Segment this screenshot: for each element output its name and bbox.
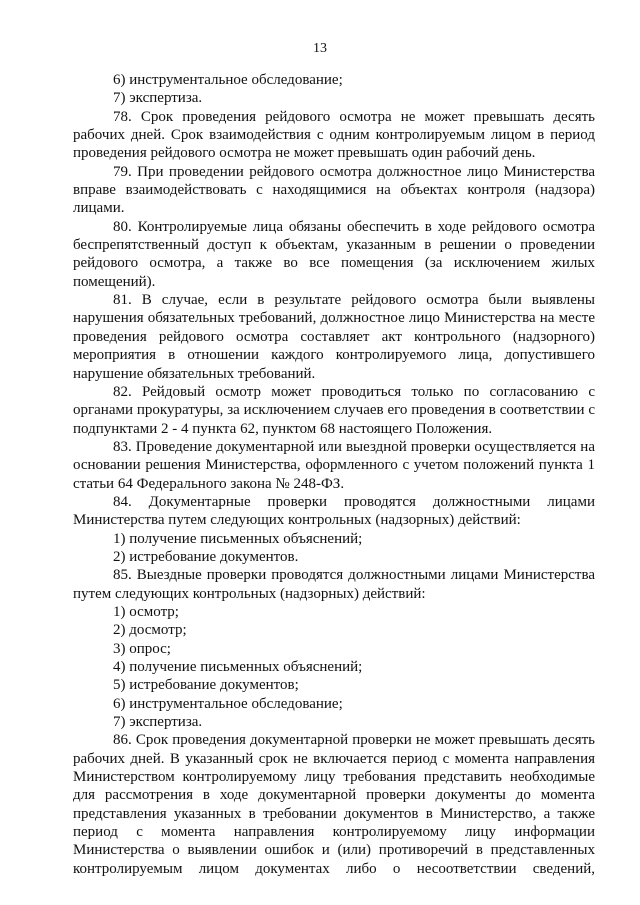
paragraph: 80. Контролируемые лица обязаны обеспечить в ходе рейдового осмотра беспрепятственный доступ к объектам, указанным в решении о проведении рейдового осмотра, а также во все помещения (за исключением жилых помещений). xyxy=(73,218,595,290)
paragraph: 2) истребование документов. xyxy=(113,548,299,565)
paragraph: 86. Срок проведения документарной проверки не может превышать десять рабочих дней. В указанный срок не включается период с момента направления Министерством контролируемому лицу требования представить необходимые для рассмотрения в ходе документарной проверки документы до момента представления указанных в требовании документов в Министерство, а также период с момента направления контролируемому лицу информации Министерства о выявлении ошибок и (или) противоречий в представленных контролируемым лицом документах либо о несоответствии сведений, xyxy=(73,732,595,877)
paragraph: 78. Срок проведения рейдового осмотра не может превышать десять рабочих дней. Срок взаимодействия с одним контролируемым лицом в период проведения рейдового осмотра не может превышать один рабочий день. xyxy=(73,108,595,162)
paragraph: 85. Выездные проверки проводятся должностными лицами Министерства путем следующих контрольных (надзорных) действий: xyxy=(73,567,595,602)
paragraph: 1) получение письменных объяснений; xyxy=(113,530,363,547)
paragraph: 7) экспертиза. xyxy=(113,90,203,107)
paragraph: 84. Документарные проверки проводятся должностными лицами Министерства путем следующих контрольных (надзорных) действий: xyxy=(73,493,595,529)
paragraph: 82. Рейдовый осмотр может проводиться только по согласованию с органами прокуратуры, за исключением случаев его проведения в соответствии с подпунктами 2 - 4 пункта 62, пунктом 68 настоящего Положения. xyxy=(73,383,595,437)
paragraph: 2) досмотр; xyxy=(113,622,187,639)
paragraph: 4) получение письменных объяснений; xyxy=(113,659,363,675)
page-number: 13 xyxy=(313,41,327,56)
paragraph: 6) инструментальное обследование; xyxy=(113,695,343,712)
paragraph: 7) экспертиза. xyxy=(113,714,203,731)
paragraph: 5) истребование документов; xyxy=(113,677,299,694)
paragraph: 83. Проведение документарной или выездной проверки осуществляется на основании решения Министерства, оформленного с учетом положений пункта 1 статьи 64 Федерального закона № 248-ФЗ. xyxy=(73,438,595,492)
paragraph: 6) инструментальное обследование; xyxy=(113,72,343,88)
paragraph: 81. В случае, если в результате рейдового осмотра были выявлены нарушения обязательных требований, должностное лицо Министерства на месте проведения рейдового осмотра составляет акт контрольного (надзорного) мероприятия в отношении каждого контролируемого лица, допустившего нарушение обязательных требований. xyxy=(73,292,595,382)
document-body xyxy=(73,71,595,878)
paragraph: 3) опрос; xyxy=(113,640,171,657)
paragraph: 79. При проведении рейдового осмотра должностное лицо Министерства вправе взаимодействовать с находящимися на объектах контроля (надзора) лицами. xyxy=(73,163,595,217)
paragraph: 1) осмотр; xyxy=(113,603,179,620)
